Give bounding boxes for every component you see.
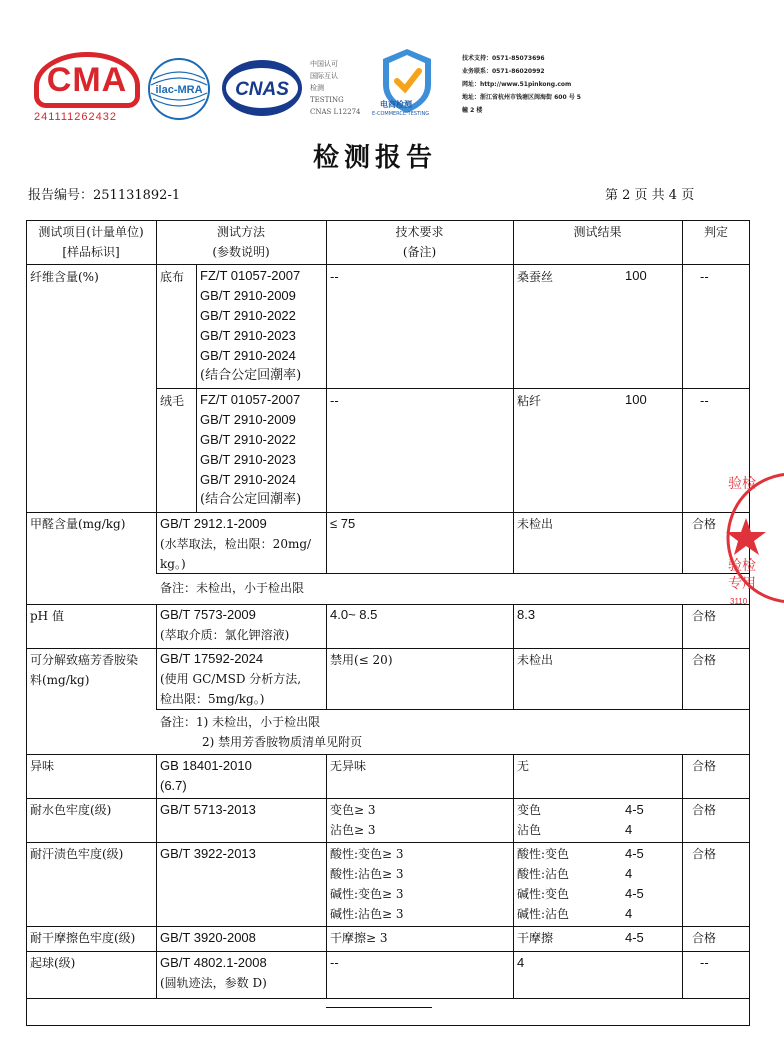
fiber-base-requirement: -- xyxy=(330,270,339,284)
azo-requirement: 禁用(≤ 20) xyxy=(330,653,393,667)
svg-text:3110: 3110 xyxy=(730,597,748,606)
odor-requirement: 无异味 xyxy=(330,759,367,773)
azo-method: GB/T 17592-2024 (使用 GC/MSD 分析方法, 检出限：5mg/kg。) xyxy=(160,651,302,706)
header-requirement: 技术要求 (备注) xyxy=(395,225,444,259)
odor-method: GB 18401-2010 (6.7) xyxy=(160,758,252,793)
contact-line: 幢 2 楼 xyxy=(462,107,483,114)
contact-line: 网址：http://www.51pinkong.com xyxy=(462,81,572,88)
dry-rub-result-name: 干摩擦 xyxy=(517,931,554,945)
water-item: 耐水色牢度(级) xyxy=(30,803,112,817)
ph-result: 8.3 xyxy=(517,607,536,622)
ph-item: pH 值 xyxy=(30,609,64,623)
formaldehyde-verdict: 合格 xyxy=(692,517,717,531)
header-verdict: 判定 xyxy=(703,225,728,239)
formaldehyde-result: 未检出 xyxy=(517,517,554,531)
dry-rub-verdict: 合格 xyxy=(692,931,717,945)
odor-item: 异味 xyxy=(30,759,55,773)
ph-verdict: 合格 xyxy=(692,609,717,623)
azo-note: 备注：1) 未检出，小于检出限 2) 禁用芳香胺物质清单见附页 xyxy=(160,715,363,749)
sweat-result-names: 酸性:变色 酸性:沾色 碱性:变色 碱性:沾色 xyxy=(517,847,570,921)
logo-bar xyxy=(0,0,750,130)
contact-line: 业务联系：0571-86020992 xyxy=(462,68,545,75)
formaldehyde-note: 备注：未检出，小于检出限 xyxy=(160,581,305,595)
report-title: 检测报告 xyxy=(312,143,437,173)
azo-item: 可分解致癌芳香胺染 料(mg/kg) xyxy=(30,653,139,687)
odor-verdict: 合格 xyxy=(692,759,717,773)
fiber-item: 纤维含量(%) xyxy=(30,270,99,284)
fiber-pile-label: 绒毛 xyxy=(160,394,185,408)
page-number: 第 2 页 共 4 页 xyxy=(605,188,695,203)
ecommerce-cn-label: 电商检测 xyxy=(380,100,412,109)
pilling-requirement: -- xyxy=(330,956,339,970)
cnas-text: CNAS xyxy=(235,79,289,100)
contact-info xyxy=(462,52,581,117)
mutual-recognition-text: 中国认可 国际互认 检测 TESTING CNAS L12274 xyxy=(310,60,361,116)
sweat-verdict: 合格 xyxy=(692,847,717,861)
sweat-item: 耐汗渍色牢度(级) xyxy=(30,847,124,861)
sweat-requirement: 酸性:变色≥ 3 酸性:沾色≥ 3 碱性:变色≥ 3 碱性:沾色≥ 3 xyxy=(330,847,404,921)
ecommerce-en-label: E-COMMERCE TESTING xyxy=(372,111,430,117)
odor-result: 无 xyxy=(517,759,530,773)
header-result: 测试结果 xyxy=(573,225,622,239)
water-result-values: 4-5 4 xyxy=(625,802,644,837)
fiber-base-methods: FZ/T 01057-2007 GB/T 2910-2009 GB/T 2910-2022 GB/T 2910-2023 GB/T 2910-2024 (结合公定回潮率) xyxy=(200,268,302,383)
svg-text:验检: 验检 xyxy=(728,476,756,492)
fiber-base-result-value: 100 xyxy=(625,268,647,283)
sweat-result-values: 4-5 4 4-5 4 xyxy=(625,846,644,921)
water-verdict: 合格 xyxy=(692,803,717,817)
pilling-item: 起球(级) xyxy=(30,956,76,970)
ph-requirement: 4.0~ 8.5 xyxy=(330,607,378,622)
dry-rub-result-value: 4-5 xyxy=(625,930,644,945)
cma-number: 241111262432 xyxy=(34,111,117,123)
inspection-seal-stamp xyxy=(724,448,784,628)
fiber-pile-result-name: 粘纤 xyxy=(517,394,542,408)
dry-rub-method: GB/T 3920-2008 xyxy=(160,930,256,945)
report-number: 报告编号：251131892-1 xyxy=(28,188,181,203)
svg-text:验检: 验检 xyxy=(728,558,756,574)
fiber-pile-requirement: -- xyxy=(330,394,339,408)
ph-method: GB/T 7573-2009 (萃取介质：氯化钾溶液) xyxy=(160,607,290,642)
cma-logo xyxy=(34,52,144,123)
dry-rub-requirement: 干摩擦≥ 3 xyxy=(330,931,388,945)
fiber-base-verdict: -- xyxy=(700,270,709,284)
ilac-mra-logo xyxy=(147,57,211,121)
fiber-pile-methods: FZ/T 01057-2007 GB/T 2910-2009 GB/T 2910-2022 GB/T 2910-2023 GB/T 2910-2024 (结合公定回潮率) xyxy=(200,392,302,507)
header-method: 测试方法 (参数说明) xyxy=(212,225,270,259)
water-method: GB/T 5713-2013 xyxy=(160,802,256,817)
water-result-names: 变色 沾色 xyxy=(517,803,542,837)
formaldehyde-requirement: ≤ 75 xyxy=(330,516,356,531)
cma-text: CMA xyxy=(46,61,128,99)
pilling-method: GB/T 4802.1-2008 (圆轨迹法，参数 D) xyxy=(160,955,267,990)
fiber-pile-result-value: 100 xyxy=(625,392,647,407)
fiber-base-result-name: 桑蚕丝 xyxy=(517,270,554,284)
azo-result: 未检出 xyxy=(517,653,554,667)
cnas-logo xyxy=(220,58,304,118)
fiber-pile-verdict: -- xyxy=(700,394,709,408)
contact-line: 地址：浙江省杭州市钱塘区闽海街 600 号 5 xyxy=(462,94,581,101)
pilling-result: 4 xyxy=(517,955,525,970)
pilling-verdict: -- xyxy=(700,956,709,970)
fiber-base-label: 底布 xyxy=(160,270,185,284)
ilac-text: ilac-MRA xyxy=(155,84,203,96)
contact-line: 技术支持：0571-85073696 xyxy=(462,55,545,62)
water-requirement: 变色≥ 3 沾色≥ 3 xyxy=(330,803,376,837)
sweat-method: GB/T 3922-2013 xyxy=(160,846,256,861)
header-item: 测试项目(计量单位) [样品标识] xyxy=(38,225,144,259)
dry-rub-item: 耐干摩擦色牢度(级) xyxy=(30,931,136,945)
svg-text:专用: 专用 xyxy=(728,576,756,592)
formaldehyde-method: GB/T 2912.1-2009 (水萃取法，检出限：20mg/ kg。) xyxy=(160,516,312,571)
azo-verdict: 合格 xyxy=(692,653,717,667)
formaldehyde-item: 甲醛含量(mg/kg) xyxy=(30,517,126,531)
